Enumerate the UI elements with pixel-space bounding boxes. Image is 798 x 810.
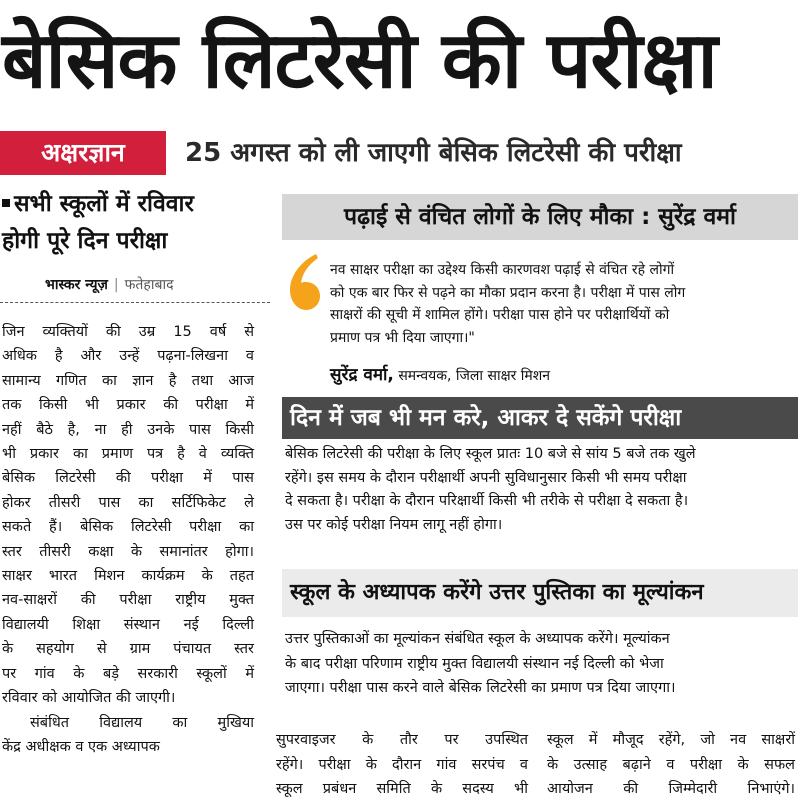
text-line: पर गांव के बड़े सरकारी स्कूलों में xyxy=(2,665,254,682)
left-headline-line: सभी स्कूलों में रविवार xyxy=(2,186,272,223)
text-line: साक्षरों की सूची में शामिल होंगे। परीक्षा पास होने पर परीक्षार्थियों को xyxy=(330,307,670,323)
text-line: को एक बार फिर से पढ़ने का मौका प्रदान करना है। परीक्षा में पास लोग xyxy=(330,284,686,301)
text-line: केंद्र अधीक्षक व एक अध्यापक xyxy=(2,738,160,755)
quote-signature xyxy=(330,361,780,390)
quote-mark-icon xyxy=(286,252,322,312)
left-paragraph-1 xyxy=(2,320,254,711)
section2-heading: दिन में जब भी मन करे, आकर दे सकेंगे परीक्षा xyxy=(282,397,798,439)
section2-body xyxy=(285,443,787,537)
text-line: के सहयोग से ग्राम पंचायत स्तर xyxy=(2,641,254,658)
text-line: उस पर कोई परीक्षा नियम लागू नहीं होगा। xyxy=(285,516,503,533)
bullet-square-icon xyxy=(2,199,10,207)
text-line: रहेंगे। इस समय के दौरान परीक्षार्थी अपनी सुविधानुसार किसी भी समय परीक्षा xyxy=(285,469,687,486)
text-line: रहेंगे। परीक्षा के दौरान गांव सरपंच व xyxy=(276,756,528,773)
text-line: विद्यालयी शिक्षा संस्थान नई दिल्ली xyxy=(2,616,254,633)
text-line: तक किसी भी प्रकार की परीक्षा में xyxy=(2,397,254,414)
byline-place: फतेहाबाद xyxy=(124,277,174,293)
text-line: दे सकता है। परीक्षा के दौरान परिक्षार्थी किसी भी तरीके से परीक्षा दे सकता है। xyxy=(285,493,689,509)
bottom-column-3 xyxy=(547,728,795,802)
text-line: के बाद परीक्षा परिणाम राष्ट्रीय मुक्त विद्यालयी संस्थान नई दिल्ली को भेजा xyxy=(285,655,664,672)
section3-heading: स्कूल के अध्यापक करेंगे उत्तर पुस्तिका का मूल्यांकन xyxy=(282,569,798,617)
text-line: के उत्साह बढ़ाने व परीक्षा के सफल xyxy=(547,756,795,773)
divider-rule xyxy=(0,302,270,303)
text-line: साक्षर भारत मिशन कार्यक्रम के तहत xyxy=(2,568,254,585)
text-line: रविवार को आयोजित की जाएगी। xyxy=(2,690,176,707)
quote-box-heading: पढ़ाई से वंचित लोगों के लिए मौका : सुरेंद्र वर्मा xyxy=(282,194,798,240)
text-line: भी प्रकार का प्रमाण पत्र है वे व्यक्ति xyxy=(2,446,254,463)
text-line: जाएगा। परीक्षा पास करने वाले बेसिक लिटरेसी का प्रमाण पत्र दिया जाएगा। xyxy=(285,680,676,696)
byline-source: भास्कर न्यूज़ xyxy=(45,277,108,293)
text-line: स्कूल प्रबंधन समिति के सदस्य भी xyxy=(276,781,528,797)
text-line: स्तर तीसरी कक्षा के समानांतर होगा। xyxy=(2,543,254,560)
quote-text xyxy=(330,259,780,349)
text-line: जिन व्यक्तियों की उम्र 15 वर्ष से xyxy=(2,324,254,340)
left-headline-line: होगी पूरे दिन परीक्षा xyxy=(2,228,168,254)
text-line: उत्तर पुस्तिकाओं का मूल्यांकन संबंधित स्कूल के अध्यापक करेंगे। मूल्यांकन xyxy=(285,631,670,647)
text-line: आयोजन की जिम्मेदारी निभाएंगे। xyxy=(547,781,795,797)
text-line: सामान्य गणित का ज्ञान है तथा आज xyxy=(2,372,254,389)
section3-body xyxy=(285,627,787,701)
sub-headline: 25 अगस्त को ली जाएगी बेसिक लिटरेसी की परीक्षा xyxy=(185,138,682,168)
text-line: सुपरवाइजर के तौर पर उपस्थित xyxy=(276,732,528,748)
text-line: नव-साक्षरों की परीक्षा राष्ट्रीय मुक्त xyxy=(2,592,254,609)
text-line: प्रमाण पत्र भी दिया जाएगा।" xyxy=(330,329,475,346)
byline xyxy=(45,273,174,297)
text-line: संबंधित विद्यालय का मुखिया xyxy=(30,714,254,731)
text-line: सकते हैं। बेसिक लिटरेसी परीक्षा का xyxy=(2,519,254,536)
section-tag: अक्षरज्ञान xyxy=(0,131,166,175)
bottom-column-2 xyxy=(276,728,528,802)
text-line: होकर तीसरी पास का सर्टिफिकेट ले xyxy=(2,494,254,511)
text-line: अधिक है और उन्हें पढ़ना-लिखना व xyxy=(2,348,254,365)
byline-divider: | xyxy=(113,277,119,293)
text-line: बेसिक लिटरेसी की परीक्षा में पास xyxy=(2,470,254,487)
text-line: नव साक्षर परीक्षा का उद्देश्य किसी कारणवश पढ़ाई से वंचित रहे लोगों xyxy=(330,262,675,278)
text-line: बेसिक लिटरेसी की परीक्षा के लिए स्कूल प्रातः 10 बजे से सांय 5 बजे तक खुले xyxy=(285,446,696,462)
speaker-name: सुरेंद्र वर्मा, xyxy=(330,365,394,385)
left-column-body xyxy=(2,320,254,759)
main-headline: बेसिक लिटरेसी की परीक्षा xyxy=(2,16,717,106)
text-line: नहीं बैठे है, ना ही उनके पास किसी xyxy=(2,421,254,438)
left-paragraph-2 xyxy=(2,711,254,760)
left-column-headline xyxy=(2,186,272,260)
speaker-role: समन्वयक, जिला साक्षर मिशन xyxy=(398,368,551,384)
text-line: स्कूल में मौजूद रहेंगे, जो नव साक्षरों xyxy=(547,732,795,748)
